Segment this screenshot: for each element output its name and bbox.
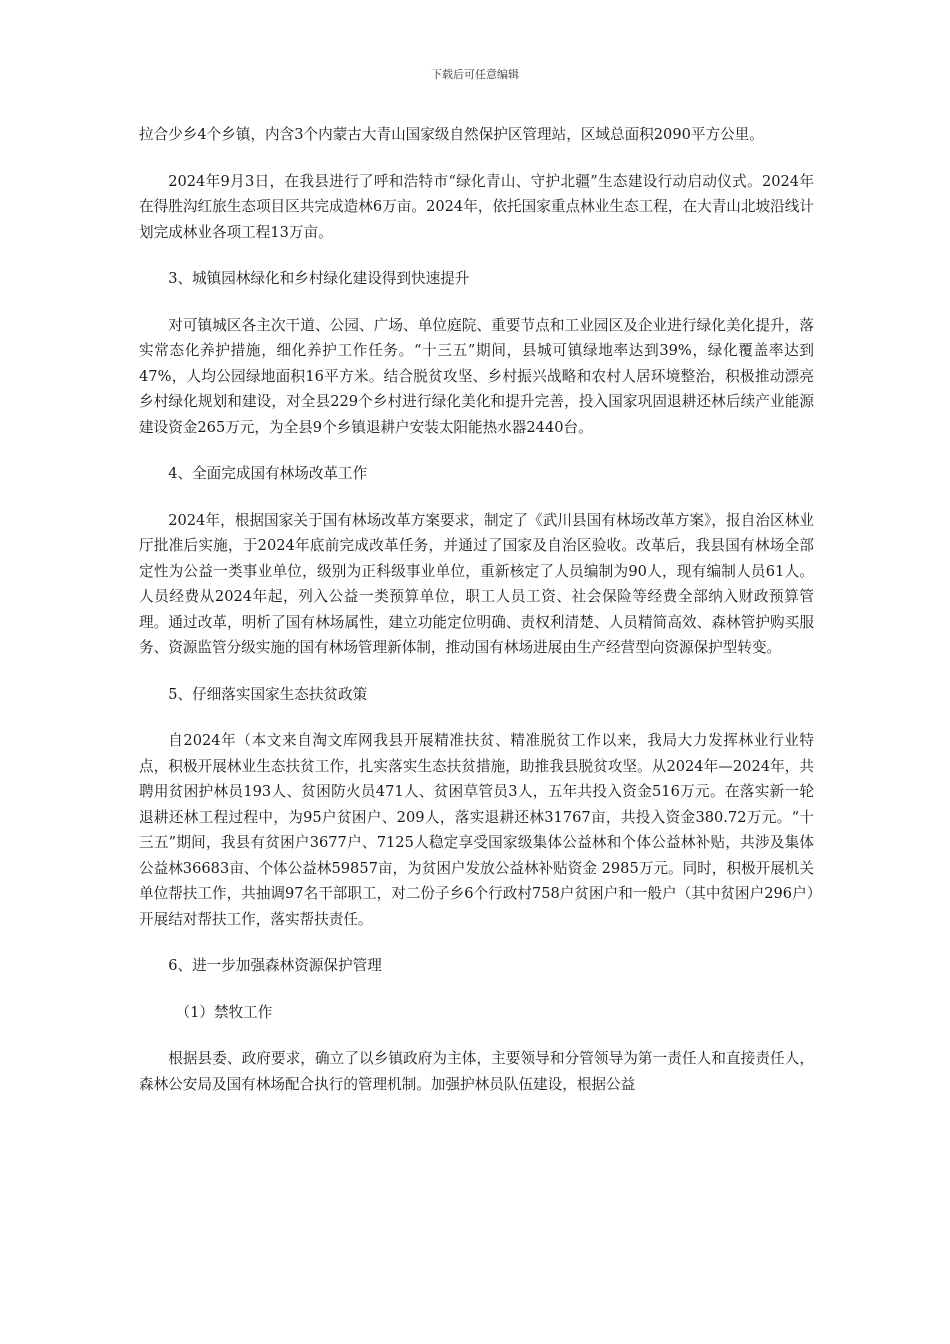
section-heading: 3、城镇园林绿化和乡村绿化建设得到快速提升 [168, 270, 470, 287]
document-body [139, 122, 814, 1118]
section-heading: 5、仔细落实国家生态扶贫政策 [168, 685, 368, 703]
page-header: 下载后可任意编辑 [431, 68, 519, 81]
subsection-heading: （1）禁牧工作 [175, 1003, 273, 1021]
section-heading: 6、进一步加强森林资源保护管理 [168, 957, 382, 974]
paragraph: 自2024年（本文来自淘文库网我县开展精准扶贫、精准脱贫工作以来，我局大力发挥林业行业特点，积极开展林业生态扶贫工作，扎实落实生态扶贫措施，助推我县脱贫攻坚。从2024年—2024年，共聘用贫困护林员193人、贫困防火员471人、贫困草管员3人，五年共投入资金516万元。在落实新一轮退耕还林工程过程中，为95户贫困户、209人，落实退耕还林31767亩，共投入资金380.72万元。“十三五”期间，我县有贫困户3677户、7125人稳定享受国家级集体公益林和个体公益林补贴，共涉及集体公益林36683亩、个体公益林59857亩，为贫困户发放公益林补贴资金 2985万元。同时，积极开展机关单位帮扶工作，共抽调97名干部职工，对二份子乡6个行政村758户贫困户和一般户（其中贫困户296户）开展结对帮扶工作，落实帮扶责任。 [139, 732, 814, 928]
paragraph: 对可镇城区各主次干道、公园、广场、单位庭院、重要节点和工业园区及企业进行绿化美化提升，落实常态化养护措施，细化养护工作任务。“十三五”期间，县城可镇绿地率达到39%，绿化覆盖率达到47%，人均公园绿地面积16平方米。结合脱贫攻坚、乡村振兴战略和农村人居环境整治，积极推动漂亮乡村绿化规划和建设，对全县229个乡村进行绿化美化和提升完善，投入国家巩固退耕还林后续产业能源建设资金265万元，为全县9个乡镇退耕户安装太阳能热水器2440台。 [139, 316, 814, 436]
paragraph: 2024年，根据国家关于国有林场改革方案要求，制定了《武川县国有林场改革方案》，报自治区林业厅批准后实施，于2024年底前完成改革任务，并通过了国家及自治区验收。改革后，我县国有林场全部定性为公益一类事业单位，级别为正科级事业单位，重新核定了人员编制为90人，现有编制人员61人。人员经费从2024年起，列入公益一类预算单位，职工人员工资、社会保险等经费全部纳入财政预算管理。通过改革，明析了国有林场属性，建立功能定位明确、责权利清楚、人员精简高效、森林管护购买服务、资源监管分级实施的国有林场管理新体制，推动国有林场进展由生产经营型向资源保护型转变。 [139, 511, 814, 656]
paragraph-continuation: 拉合少乡4个乡镇，内含3个内蒙古大青山国家级自然保护区管理站，区域总面积2090平方公里。 [139, 126, 764, 143]
paragraph: 根据县委、政府要求，确立了以乡镇政府为主体，主要领导和分管领导为第一责任人和直接责任人，森林公安局及国有林场配合执行的管理机制。加强护林员队伍建设，根据公益 [139, 1050, 814, 1093]
section-heading: 4、全面完成国有林场改革工作 [168, 465, 368, 482]
paragraph: 2024年9月3日，在我县进行了呼和浩特市“绿化青山、守护北疆”生态建设行动启动仪式。2024年在得胜沟红旅生态项目区共完成造林6万亩。2024年，依托国家重点林业生态工程，在大青山北坡沿线计划完成林业各项工程13万亩。 [139, 172, 814, 241]
